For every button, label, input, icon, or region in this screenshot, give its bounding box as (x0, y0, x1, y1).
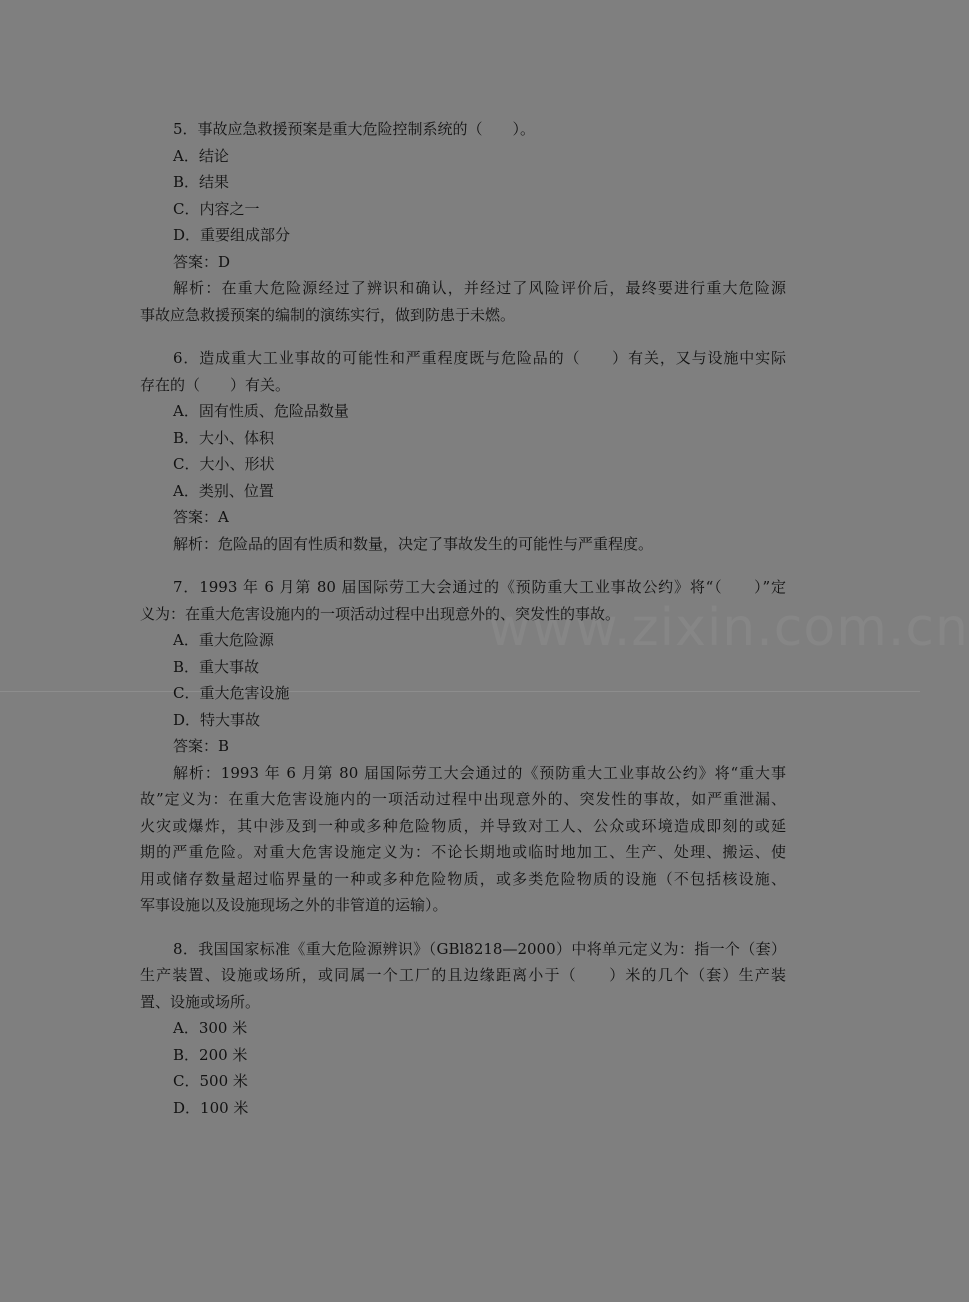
question-stem-line: 5．事故应急救援预案是重大危险控制系统的（ ）。 (173, 120, 536, 138)
answer-option: A．固有性质、危险品数量 (173, 402, 349, 420)
question-stem-line: 7．1993 年 6 月第 80 届国际劳工大会通过的《预防重大工业事故公约》将“（ ）”定 (173, 578, 786, 596)
question-stem-line: 8．我国国家标准《重大危险源辨识》（GBl8218—2000）中将单元定义为：指一个（套） (173, 939, 786, 958)
answer-option: B．200 米 (173, 1045, 248, 1064)
analysis-line: 事故应急救援预案的编制的演练实行，做到防患于未燃。 (140, 305, 516, 324)
answer-option: C．重大危害设施 (173, 684, 290, 702)
answer-option: B．结果 (173, 173, 230, 191)
analysis-line: 火灾或爆炸，其中涉及到一种或多种危险物质，并导致对工人、公众或环境造成即刻的或延 (140, 816, 786, 835)
question-block (140, 574, 786, 919)
answer-option: D．重要组成部分 (173, 226, 291, 244)
analysis-line: 解析：危险品的固有性质和数量，决定了事故发生的可能性与严重程度。 (173, 534, 654, 553)
analysis-line: 用或储存数量超过临界量的一种或多种危险物质，或多类危险物质的设施（不包括核设施、 (140, 869, 786, 888)
question-block (140, 116, 786, 328)
analysis-line: 期的严重危险。对重大危害设施定义为：不论长期地或临时地加工、生产、处理、搬运、使 (140, 843, 786, 861)
question-stem-line: 置、设施或场所。 (140, 992, 261, 1011)
answer-option: A．结论 (173, 146, 229, 165)
answer-key: 答案：D (173, 252, 231, 271)
answer-option: C．大小、形状 (173, 455, 275, 473)
question-block (140, 936, 786, 1122)
answer-option: A．重大危险源 (173, 631, 274, 649)
question-stem-line: 义为：在重大危害设施内的一项活动过程中出现意外的、突发性的事故。 (140, 604, 621, 623)
answer-option: B．重大事故 (173, 657, 260, 676)
answer-key: 答案：A (173, 508, 229, 526)
question-stem-line: 存在的（ ）有关。 (140, 375, 291, 394)
analysis-line: 解析：在重大危险源经过了辨识和确认，并经过了风险评价后，最终要进行重大危险源 (173, 279, 786, 297)
question-stem-line: 6．造成重大工业事故的可能性和严重程度既与危险品的（ ）有关，又与设施中实际 (173, 349, 786, 367)
answer-option: B．大小、体积 (173, 428, 275, 447)
watermark: www.zixin.com.cn (488, 598, 969, 658)
answer-option: C．500 米 (173, 1072, 248, 1090)
document-body (140, 116, 786, 1138)
answer-option: C．内容之一 (173, 199, 260, 218)
answer-option: D．特大事故 (173, 710, 261, 729)
answer-option: A．类别、位置 (173, 481, 274, 500)
analysis-line: 解析：1993 年 6 月第 80 届国际劳工大会通过的《预防重大工业事故公约》将“重大事 (173, 763, 786, 782)
analysis-line: 故”定义为：在重大危害设施内的一项活动过程中出现意外的、突发性的事故，如严重泄漏、 (140, 790, 786, 808)
answer-key: 答案：B (173, 737, 230, 755)
answer-option: A．300 米 (173, 1019, 248, 1037)
answer-option: D．100 米 (173, 1098, 249, 1117)
analysis-line: 军事设施以及设施现场之外的非管道的运输）。 (140, 896, 448, 914)
question-block (140, 345, 786, 557)
question-stem-line: 生产装置、设施或场所，或同属一个工厂的且边缘距离小于（ ）米的几个（套）生产装 (140, 966, 786, 984)
